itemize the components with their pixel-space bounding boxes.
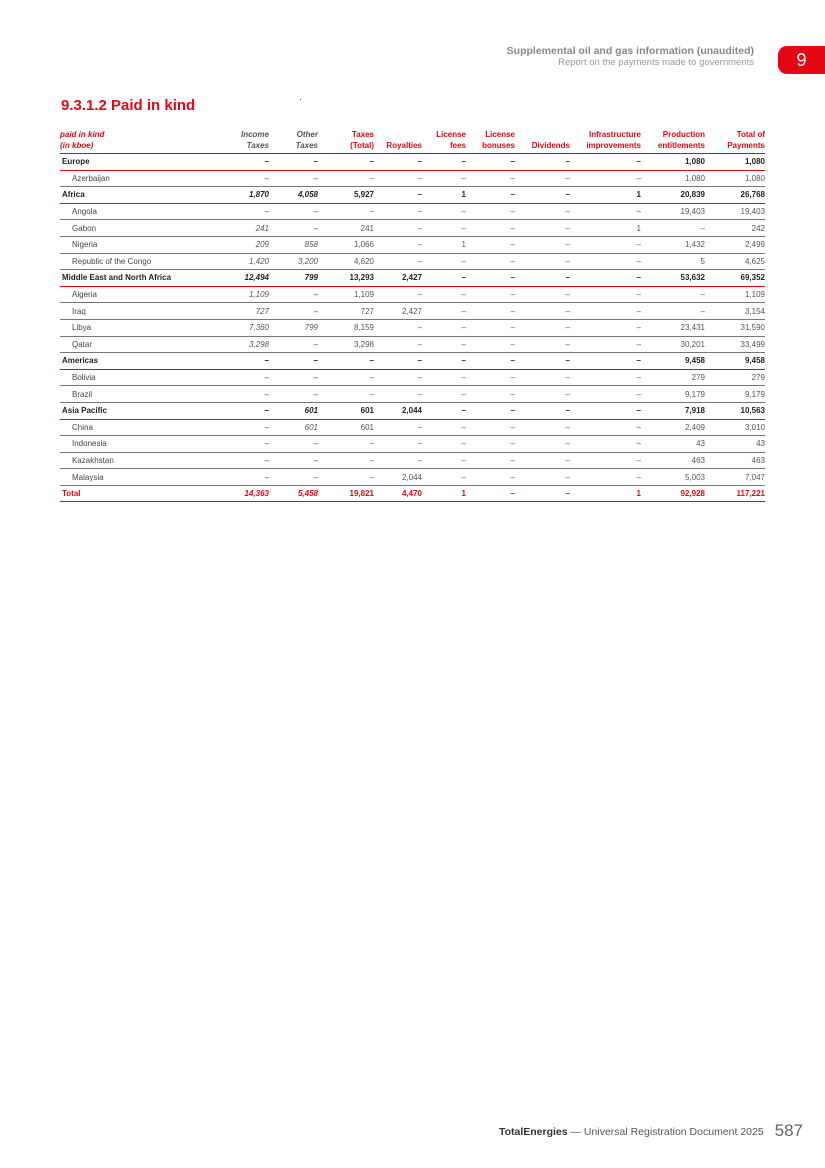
table-cell: – [374,353,422,370]
page-footer [499,1121,803,1141]
table-cell: 20,839 [641,187,705,204]
row-label: Iraq [60,303,208,320]
table-cell: – [269,203,318,220]
table-cell: 3,154 [705,303,765,320]
row-label: Americas [60,353,208,370]
table-cell: 4,058 [269,187,318,204]
table-cell: 241 [208,220,269,237]
table-cell: – [641,303,705,320]
table-cell: – [570,436,641,453]
table-cell: 601 [318,402,374,419]
table-cell: – [374,386,422,403]
table-cell: 19,821 [318,485,374,502]
table-cell: 19,403 [705,203,765,220]
table-cell: – [318,436,374,453]
table-cell: 463 [705,452,765,469]
table-cell: – [269,386,318,403]
table-row [60,419,765,436]
col-header-dividends: Dividends [515,129,570,154]
table-cell: – [515,436,570,453]
table-cell: – [515,154,570,171]
table-cell: – [570,369,641,386]
table-cell: – [318,154,374,171]
table-cell: – [466,170,515,187]
row-label: Brazil [60,386,208,403]
table-cell: – [208,386,269,403]
table-cell: 26,768 [705,187,765,204]
table-cell: 9,458 [705,353,765,370]
table-cell: – [515,485,570,502]
table-cell: 1,066 [318,236,374,253]
table-cell: 2,427 [374,303,422,320]
table-cell: – [515,253,570,270]
table-cell: – [269,353,318,370]
table-cell: 1,432 [641,236,705,253]
table-cell: 117,221 [705,485,765,502]
table-cell: 5,927 [318,187,374,204]
col-header-total-payments: Total of Payments [705,129,765,154]
table-cell: – [570,154,641,171]
row-label: Libya [60,319,208,336]
col-header-income-taxes: Income Taxes [208,129,269,154]
row-label: Malaysia [60,469,208,486]
table-cell: – [515,303,570,320]
table-cell: 601 [318,419,374,436]
table-cell: 4,625 [705,253,765,270]
row-label: Algeria [60,286,208,303]
table-cell: – [422,220,466,237]
table-cell: – [466,419,515,436]
table-cell: – [374,170,422,187]
table-cell: 1,080 [641,170,705,187]
page-number: 587 [774,1121,803,1140]
table-cell: – [570,353,641,370]
table-cell: – [466,485,515,502]
table-cell: – [208,170,269,187]
region-row [60,402,765,419]
table-cell: – [374,336,422,353]
table-cell: – [422,253,466,270]
table-cell: – [374,220,422,237]
table-cell: 1,420 [208,253,269,270]
table-cell: – [515,187,570,204]
row-label: Europe [60,154,208,171]
table-cell: – [422,369,466,386]
table-cell: 1,109 [705,286,765,303]
table-cell: – [208,452,269,469]
table-cell: – [570,319,641,336]
table-cell: 12,494 [208,270,269,287]
table-body [60,154,765,502]
row-label: Angola [60,203,208,220]
table-cell: – [515,419,570,436]
table-row [60,452,765,469]
table-cell: 1,109 [318,286,374,303]
table-cell: – [374,452,422,469]
table-cell: 242 [705,220,765,237]
table-cell: – [422,402,466,419]
table-cell: – [269,220,318,237]
table-cell: – [208,469,269,486]
table-cell: 9,458 [641,353,705,370]
table-cell: 30,201 [641,336,705,353]
table-cell: – [466,270,515,287]
table-cell: – [374,286,422,303]
table-cell: 727 [318,303,374,320]
table-cell: 1,080 [641,154,705,171]
table-cell: – [374,253,422,270]
table-cell: 5,458 [269,485,318,502]
table-cell: – [422,419,466,436]
table-cell: – [515,170,570,187]
table-cell: – [570,452,641,469]
table-cell: – [374,203,422,220]
table-cell: – [422,203,466,220]
table-cell: – [466,253,515,270]
table-cell: – [374,419,422,436]
header-subtitle: Report on the payments made to governments [558,57,754,68]
table-cell: – [318,369,374,386]
table-cell: – [466,469,515,486]
table-cell: – [466,452,515,469]
table-cell: – [466,187,515,204]
footer-text: — Universal Registration Document 2025 [570,1126,764,1138]
table-cell: – [466,369,515,386]
col-header-other-taxes: Other Taxes [269,129,318,154]
table-row [60,436,765,453]
table-cell: – [318,469,374,486]
row-label: Indonesia [60,436,208,453]
table-cell: – [515,386,570,403]
table-cell: – [570,303,641,320]
table-row [60,469,765,486]
table-cell: – [422,170,466,187]
table-cell: – [208,203,269,220]
table-cell: – [570,203,641,220]
table-cell: – [269,286,318,303]
table-cell: – [515,353,570,370]
table-cell: 2,409 [641,419,705,436]
table-cell: 1,080 [705,154,765,171]
table-cell: – [466,286,515,303]
table-cell: 279 [641,369,705,386]
table-cell: – [374,319,422,336]
table-cell: 31,590 [705,319,765,336]
table-row [60,236,765,253]
table-cell: 241 [318,220,374,237]
table-cell: – [641,286,705,303]
table-cell: 1,080 [705,170,765,187]
table-cell: – [466,220,515,237]
table-cell: – [269,170,318,187]
table-cell: – [422,436,466,453]
table-cell: – [374,154,422,171]
table-cell: – [422,386,466,403]
table-cell: 1 [570,220,641,237]
row-label: Gabon [60,220,208,237]
table-cell: 69,352 [705,270,765,287]
table-cell: – [208,402,269,419]
table-cell: – [269,436,318,453]
col-header-taxes-total: Taxes (Total) [318,129,374,154]
table-cell: – [374,236,422,253]
table-cell: – [570,386,641,403]
table-cell: – [466,436,515,453]
table-cell: 33,499 [705,336,765,353]
table-cell: – [641,220,705,237]
table-cell: 19,403 [641,203,705,220]
table-row [60,369,765,386]
table-cell: 799 [269,319,318,336]
table-cell: – [318,203,374,220]
table-cell: 2,427 [374,270,422,287]
table-cell: – [466,336,515,353]
table-cell: – [318,452,374,469]
table-cell: 601 [269,402,318,419]
table-cell: 53,632 [641,270,705,287]
section-title: 9.3.1.2 Paid in kind [61,97,196,114]
table-cell: 4,470 [374,485,422,502]
table-cell: 43 [705,436,765,453]
table-cell: 92,928 [641,485,705,502]
table-cell: 1,109 [208,286,269,303]
col-header-license-bonuses: License bonuses [466,129,515,154]
table-cell: – [208,369,269,386]
region-row [60,187,765,204]
table-row [60,203,765,220]
table-row [60,170,765,187]
table-cell: 8,159 [318,319,374,336]
table-cell: – [374,369,422,386]
row-label: Kazakhstan [60,452,208,469]
table-cell: – [570,419,641,436]
table-cell: – [374,436,422,453]
table-cell: – [515,336,570,353]
row-label: China [60,419,208,436]
table-cell: – [570,336,641,353]
table-cell: – [570,236,641,253]
table-cell: 3,200 [269,253,318,270]
row-label: Republic of the Congo [60,253,208,270]
footer-brand: TotalEnergies [498,1126,568,1138]
table-cell: – [318,170,374,187]
table-cell: – [466,203,515,220]
table-cell: 14,363 [208,485,269,502]
region-row [60,154,765,171]
header-title: Supplemental oil and gas information (unaudited) [506,45,754,57]
col-header-infrastructure: Infrastructure improvements [570,129,641,154]
region-row [60,353,765,370]
table-cell: – [515,469,570,486]
table-cell: 5,003 [641,469,705,486]
table-cell: – [269,452,318,469]
table-cell: – [466,353,515,370]
table-cell: 10,563 [705,402,765,419]
table-cell: – [466,402,515,419]
table-cell: – [466,319,515,336]
table-cell: – [422,336,466,353]
table-cell: 1 [570,187,641,204]
table-cell: 7,360 [208,319,269,336]
table-cell: – [570,170,641,187]
table-row [60,253,765,270]
table-cell: 9,179 [641,386,705,403]
payments-table [60,129,765,502]
table-cell: – [515,203,570,220]
table-row [60,286,765,303]
table-cell: – [466,154,515,171]
table-cell: 209 [208,236,269,253]
table-cell: – [318,386,374,403]
col-header-license-fees: License fees [422,129,466,154]
table-cell: 1 [422,485,466,502]
table-cell: – [269,336,318,353]
table-cell: 23,431 [641,319,705,336]
table-cell: 2,044 [374,469,422,486]
table-cell: – [318,353,374,370]
table-cell: – [208,419,269,436]
table-cell: 2,044 [374,402,422,419]
table-row [60,386,765,403]
table-cell: 463 [641,452,705,469]
table-cell: 3,010 [705,419,765,436]
table-cell: – [515,369,570,386]
table-row [60,319,765,336]
table-header-row [60,129,765,154]
table-cell: – [269,369,318,386]
table-cell: – [515,319,570,336]
table-cell: 1,870 [208,187,269,204]
table-cell: – [422,469,466,486]
table-cell: – [570,253,641,270]
region-row [60,270,765,287]
table-cell: – [422,303,466,320]
table-cell: – [515,286,570,303]
row-label: Qatar [60,336,208,353]
table-cell: 13,293 [318,270,374,287]
table-cell: – [515,402,570,419]
table-cell: – [374,187,422,204]
table-cell: – [208,353,269,370]
table-cell: – [422,154,466,171]
stray-dot [300,99,301,100]
table-cell: – [570,402,641,419]
table-cell: 5 [641,253,705,270]
table-row [60,336,765,353]
table-cell: – [515,270,570,287]
table-cell: 279 [705,369,765,386]
table-cell: – [208,154,269,171]
table-cell: – [208,436,269,453]
row-label: Asia Pacific [60,402,208,419]
table-cell: 9,179 [705,386,765,403]
total-row [60,485,765,502]
row-label: Azerbaijan [60,170,208,187]
table-cell: – [570,286,641,303]
running-header [507,45,754,69]
table-row [60,303,765,320]
table-cell: – [515,452,570,469]
table-cell: 7,047 [705,469,765,486]
table-cell: – [515,220,570,237]
table-cell: 727 [208,303,269,320]
table-cell: – [466,386,515,403]
row-label: Nigeria [60,236,208,253]
table-cell: 2,499 [705,236,765,253]
chapter-badge: 9 [778,46,825,74]
table-cell: – [570,469,641,486]
table-cell: 858 [269,236,318,253]
table-cell: – [269,154,318,171]
table-cell: – [422,286,466,303]
table-cell: 7,918 [641,402,705,419]
table-cell: – [466,236,515,253]
table-cell: – [422,270,466,287]
row-label: Middle East and North Africa [60,270,208,287]
table-cell: – [422,319,466,336]
table-cell: – [269,303,318,320]
table-cell: 1 [422,187,466,204]
col-header-production: Production entitlements [641,129,705,154]
table-cell: – [515,236,570,253]
col-header-label: paid in kind (in kboe) [60,129,208,154]
table-cell: 601 [269,419,318,436]
table-cell: – [466,303,515,320]
table-row [60,220,765,237]
row-label: Total [60,485,208,502]
table-cell: 799 [269,270,318,287]
table-cell: – [570,270,641,287]
table-cell: 3,298 [318,336,374,353]
table-cell: – [422,452,466,469]
table-cell: 3,298 [208,336,269,353]
table-cell: – [269,469,318,486]
table-cell: 43 [641,436,705,453]
table-cell: 1 [570,485,641,502]
table-cell: 4,620 [318,253,374,270]
row-label: Africa [60,187,208,204]
table-cell: 1 [422,236,466,253]
col-header-royalties: Royalties [374,129,422,154]
row-label: Bolivia [60,369,208,386]
table-cell: – [422,353,466,370]
